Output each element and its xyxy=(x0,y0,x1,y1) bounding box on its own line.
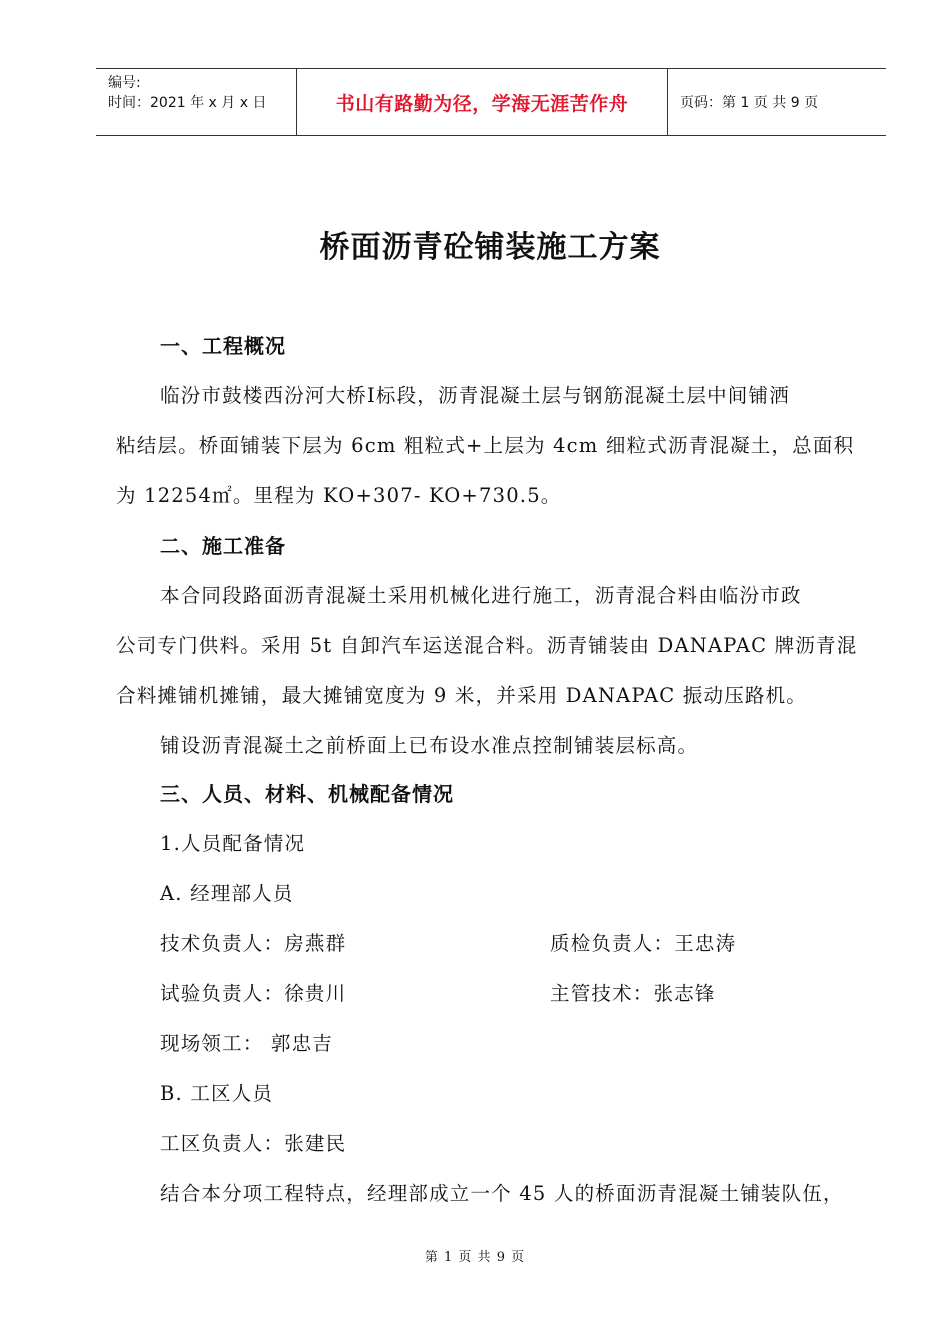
tech-lead: 技术负责人：房燕群 xyxy=(160,932,347,955)
subheading-work-area: B. 工区人员 xyxy=(160,1082,274,1105)
paragraph-line: 临汾市鼓楼西汾河大桥Ⅰ标段，沥青混凝土层与钢筋混凝土层中间铺洒 xyxy=(160,384,790,407)
paragraph-line: 结合本分项工程特点，经理部成立一个 45 人的桥面沥青混凝土铺装队伍， xyxy=(160,1182,844,1205)
paragraph-line: 粘结层。桥面铺装下层为 6cm 粗粒式+上层为 4cm 细粒式沥青混凝土，总面积 xyxy=(116,434,855,457)
site-foreman: 现场领工： 郭忠吉 xyxy=(160,1032,333,1055)
section-2-heading: 二、施工准备 xyxy=(160,534,286,558)
area-lead: 工区负责人：张建民 xyxy=(160,1132,347,1155)
paragraph-line: 本合同段路面沥青混凝土采用机械化进行施工，沥青混合料由临汾市政 xyxy=(160,584,802,607)
paragraph-line: 铺设沥青混凝土之前桥面上已布设水准点控制铺装层标高。 xyxy=(160,734,699,757)
page-footer: 第 1 页 共 9 页 xyxy=(424,1250,526,1265)
section-3-heading: 三、人员、材料、机械配备情况 xyxy=(160,782,454,806)
header-motto: 书山有路勤为径，学海无涯苦作舟 xyxy=(296,69,668,135)
test-lead: 试验负责人：徐贵川 xyxy=(160,982,347,1005)
number-label: 编号: xyxy=(108,75,141,91)
paragraph-line: 为 12254㎡。里程为 KO+307- KO+730.5。 xyxy=(116,484,562,507)
paragraph-line: 公司专门供料。采用 5t 自卸汽车运送混合料。沥青铺装由 DANAPAC 牌沥青混 xyxy=(116,634,858,657)
header-page-info: 页码：第 1 页 共 9 页 xyxy=(680,95,819,111)
header-table xyxy=(96,68,886,136)
paragraph-line: 合料摊铺机摊铺，最大摊铺宽度为 9 米，并采用 DANAPAC 振动压路机。 xyxy=(116,684,807,707)
chief-tech: 主管技术：张志锋 xyxy=(550,982,716,1005)
qc-lead: 质检负责人：王忠涛 xyxy=(550,932,737,955)
time-label: 时间：2021 年 x 月 x 日 xyxy=(108,95,267,111)
subheading-management: A. 经理部人员 xyxy=(160,882,294,905)
header-meta xyxy=(96,69,296,135)
subheading-personnel: 1.人员配备情况 xyxy=(160,832,306,855)
document-title: 桥面沥青砼铺装施工方案 xyxy=(319,230,661,265)
section-1-heading: 一、工程概况 xyxy=(160,334,286,358)
